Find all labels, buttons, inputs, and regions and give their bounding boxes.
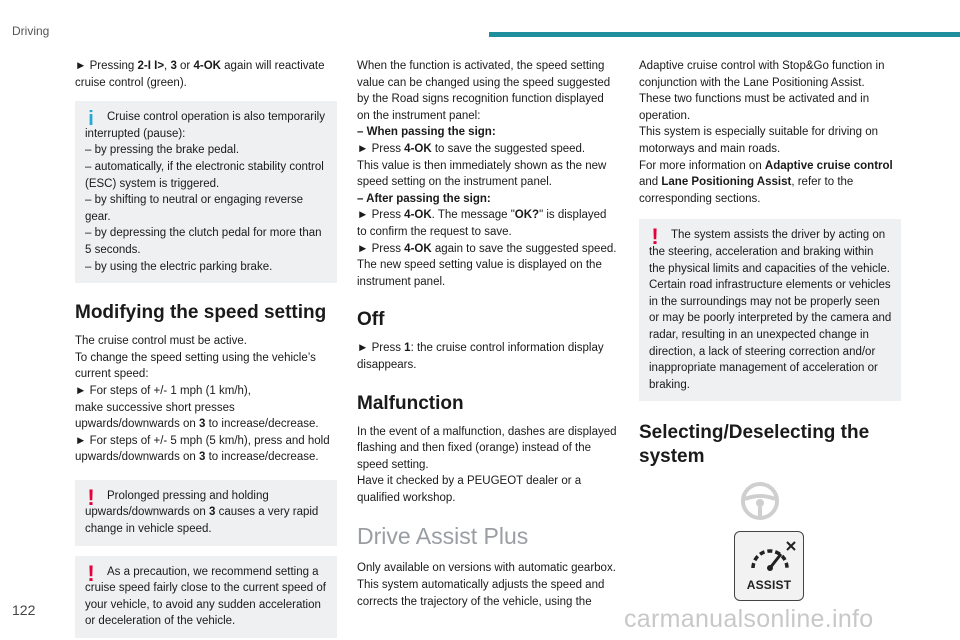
warning-icon: ! — [87, 560, 95, 586]
warning-icon: ! — [651, 224, 659, 250]
assist-icons — [639, 477, 901, 617]
speedometer-icon — [735, 532, 805, 576]
column-1: ► Pressing 2-I I>, 3 or 4-OK again will reactivate cruise control (green). i Cruise control operation is also temporarily interrupted (pause): – by pressing the brake pedal. – automatically, if the electronic stability control (ESC) system is triggered. – by shifting to neutral or engaging reverse gear. – by depressing the clutch pedal for more than 5 seconds. – by using the electric parking brake. Modifying the speed setting The cruise control must be active. To change the speed setting using the vehicle’s current speed: ► For steps of +/- 1 mph (1 km/h), make successive short presses upwards/downwards on 3 to increase/decrease. ► For steps of +/- 5 mph (5 km/h), press and hold upwards/downwards on 3 to increase/decrease. ! Prolonged pressing and holding upwards/downwards on 3 causes a very rapid change in vehicle speed. ! As a precaution, we recommend setting a cruise speed fairly close to the current speed of your vehicle, to avoid any sudden acceleration or deceleration of the vehicle. — [75, 58, 337, 640]
heading-off: Off — [357, 309, 385, 331]
page-number: 122 — [12, 602, 36, 618]
heading-drive-assist-plus: Drive Assist Plus — [357, 523, 529, 550]
warning-note-precaution: ! As a precaution, we recommend setting a cruise speed fairly close to the current speed of your vehicle, to avoid any sudden acceleration or deceleration of the vehicle. — [75, 556, 337, 638]
intro-paragraph: ► Pressing 2-I I>, 3 or 4-OK again will reactivate cruise control (green). — [75, 60, 325, 89]
warning-note-assist: ! The system assists the driver by acting on the steering, acceleration and braking within the physical limits and capacities of the vehicle. Certain road infrastructure elements or vehicles in the surroundings may not be properly seen or may be poorly interpreted by the camera and radar, resulting in an unexpected change in direction, a lack of steering correction and/or inappropriate management of acceleration or braking. — [639, 219, 901, 401]
watermark: carmanualsonline.info — [624, 605, 874, 633]
warning-note-prolonged: ! Prolonged pressing and holding upwards/downwards on 3 causes a very rapid change in vehicle speed. — [75, 480, 337, 546]
assist-button[interactable] — [734, 531, 804, 601]
info-note-pause: i Cruise control operation is also temporarily interrupted (pause): – by pressing the brake pedal. – automatically, if the electronic stability control (ESC) system is triggered. – by shifting to neutral or engaging reverse gear. – by depressing the clutch pedal for more than 5 seconds. – by using the electric parking brake. — [75, 101, 337, 283]
warning-icon: ! — [87, 484, 95, 510]
heading-selecting-system: Selecting/Deselecting the system — [639, 422, 870, 468]
section-accent-bar — [489, 32, 960, 37]
section-title: Driving — [12, 24, 50, 38]
column-3: Adaptive cruise control with Stop&Go function in conjunction with the Lane Positioning Assist. These two functions must be activated and in operation. This system is especially suitable for driving on motorways and main roads. For more information on Adaptive cruise control and Lane Positioning Assist, refer to the corresponding sections. ! The system assists the driver by acting on the steering, acceleration and braking within the physical limits and capacities of the vehicle. Certain road infrastructure elements or vehicles in the surroundings may not be properly seen or may be poorly interpreted by the camera and radar, resulting in an unexpected change in direction, a lack of steering correction and/or inappropriate management of acceleration or braking. Selecting/Deselecting the system ASSIST — [639, 58, 901, 617]
steering-wheel-icon — [737, 481, 783, 521]
column-2: When the function is activated, the speed setting value can be changed using the speed suggested by the Road signs recognition function displayed on the instrument panel: – When passing the sign: ► Press 4-OK to save the suggested speed. This value is then immediately shown as the new speed setting on the instrument panel. – After passing the sign: ► Press 4-OK. The message "OK?" is displayed to confirm the request to save. ► Press 4-OK again to save the suggested speed. The new speed setting value is displayed on the instrument panel. Off ► Press 1: the cruise control information display disappears. Malfunction In the event of a malfunction, dashes are displayed flashing and then fixed (orange) instead of the speed setting. Have it checked by a PEUGEOT dealer or a qualified workshop. Drive Assist Plus Only available on versions with automatic gearbox. This system automatically adjusts the speed and corrects the trajectory of the vehicle, using the — [357, 58, 619, 610]
info-icon: i — [88, 108, 94, 131]
heading-malfunction: Malfunction — [357, 392, 464, 414]
assist-button-label: ASSIST — [746, 578, 792, 593]
heading-modifying-speed: Modifying the speed setting — [75, 302, 327, 324]
